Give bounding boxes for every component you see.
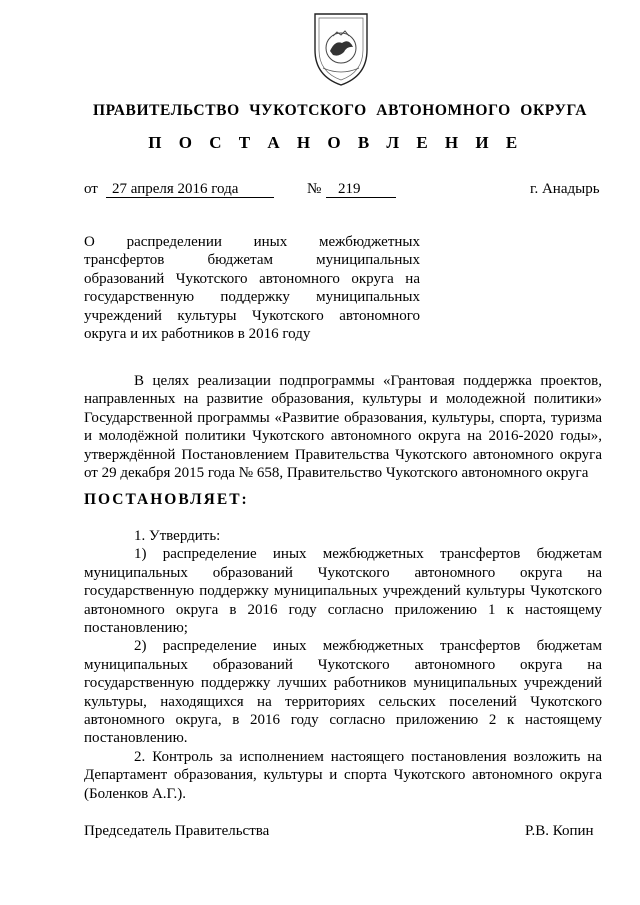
decree-date: 27 апреля 2016 года <box>106 181 274 198</box>
coat-of-arms-emblem-icon <box>311 10 371 88</box>
item-1-2: 2) распределение иных межбюджетных трансфертов бюджетам муниципальных образований Чукотского автономного округа на государственную поддержку лучших работников муниципальных учреждений культуры, находящихся на территориях сельских поселений Чукотского автономного округа, в 2016 году согласно приложению 2 к настоящему постановлению. <box>84 638 602 747</box>
item-1: 1. Утвердить: <box>134 528 221 544</box>
signature-name: Р.В. Копин <box>525 823 594 839</box>
from-label: от <box>84 181 98 197</box>
date-field <box>106 180 274 198</box>
decree-items <box>84 527 602 803</box>
item-2: 2. Контроль за исполнением настоящего постановления возложить на Департамент образования, культуры и спорта Чукотского автономного округа (Боленков А.Г.). <box>84 748 602 802</box>
preamble: В целях реализации подпрограммы «Грантовая поддержка проектов, направленных на развитие образования, культуры и молодежной политики» Государственной программы «Развитие образования, культуры, спорта, туризма и молодёжной политики Чукотского автономного округа на 2016-2020 годы», утверждённой Постановлением Правительства Чукотского автономного округа от 29 декабря 2015 года № 658, Правительство Чукотского автономного округа <box>84 373 602 482</box>
decree-number: 219 <box>326 181 396 198</box>
signature-title: Председатель Правительства <box>84 823 270 839</box>
resolves-heading: ПОСТАНОВЛЯЕТ: <box>84 491 249 508</box>
decree-subject: О распределении иных межбюджетных трансфертов бюджетам муниципальных образований Чукотского автономного округа на государственную поддержку муниципальных учреждений культуры Чукотского автономного округа и их работников в 2016 году <box>84 234 420 343</box>
number-field <box>326 180 396 198</box>
government-title: ПРАВИТЕЛЬСТВО ЧУКОТСКОГО АВТОНОМНОГО ОКРУГА <box>92 102 588 119</box>
preamble-block <box>84 372 602 482</box>
place: г. Анадырь <box>530 181 600 197</box>
document-type-title: П О С Т А Н О В Л Е Н И Е <box>148 133 524 152</box>
item-1-1: 1) распределение иных межбюджетных трансфертов бюджетам муниципальных образований Чукотского автономного округа на государственную поддержку муниципальных учреждений культуры Чукотского автономного округа в 2016 году согласно приложению 1 к настоящему постановлению; <box>84 546 602 637</box>
number-label: № <box>307 181 322 197</box>
